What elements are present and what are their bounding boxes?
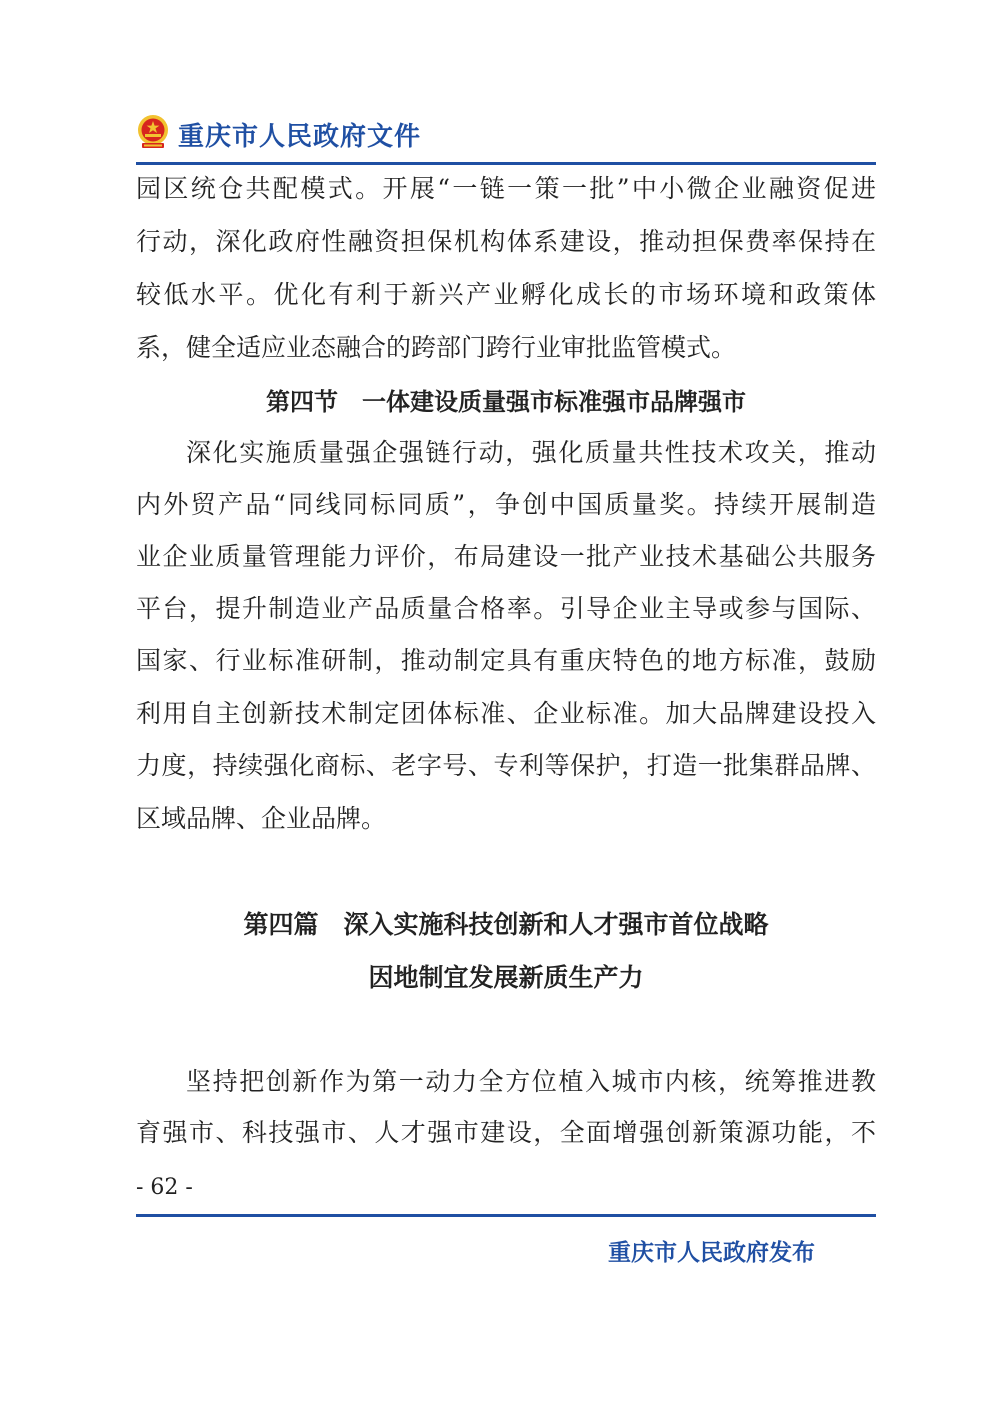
paragraph-line: 平台，提升制造业产品质量合格率。引导企业主导或参与国际、 xyxy=(136,594,876,623)
paragraph-line: 坚持把创新作为第一动力全方位植入城市内核，统筹推进教 xyxy=(186,1067,876,1096)
paragraph-line: 力度，持续强化商标、老字号、专利等保护，打造一批集群品牌、 xyxy=(136,751,876,780)
paragraph-line: 园区统仓共配模式。开展“一链一策一批”中小微企业融资促进 xyxy=(136,174,876,203)
national-emblem-icon xyxy=(136,114,170,150)
paragraph-line: 区域品牌、企业品牌。 xyxy=(136,804,387,833)
page-number: - 62 - xyxy=(136,1175,193,1200)
footer-rule xyxy=(136,1214,876,1217)
paragraph-line: 国家、行业标准研制，推动制定具有重庆特色的地方标准，鼓励 xyxy=(136,646,876,675)
footer-publisher: 重庆市人民政府发布 xyxy=(608,1240,815,1266)
document-header xyxy=(136,110,876,160)
paragraph-line: 系，健全适应业态融合的跨部门跨行业审批监管模式。 xyxy=(136,333,737,362)
paragraph-line: 深化实施质量强企强链行动，强化质量共性技术攻关，推动 xyxy=(186,438,876,467)
paragraph-line: 行动，深化政府性融资担保机构体系建设，推动担保费率保持在 xyxy=(136,227,876,256)
paragraph-line: 利用自主创新技术制定团体标准、企业标准。加大品牌建设投入 xyxy=(136,699,876,728)
paragraph-line: 较低水平。优化有利于新兴产业孵化成长的市场环境和政策体 xyxy=(136,280,876,309)
part-heading-line1: 第四篇 深入实施科技创新和人才强市首位战略 xyxy=(243,910,769,939)
paragraph-line: 育强市、科技强市、人才强市建设，全面增强创新策源功能，不 xyxy=(136,1118,876,1147)
header-rule xyxy=(136,162,876,165)
section-heading: 第四节 一体建设质量强市标准强市品牌强市 xyxy=(266,387,746,416)
paragraph-line: 内外贸产品“同线同标同质”，争创中国质量奖。持续开展制造 xyxy=(136,490,876,519)
paragraph-line: 业企业质量管理能力评价，布局建设一批产业技术基础公共服务 xyxy=(136,542,876,571)
header-title: 重庆市人民政府文件 xyxy=(178,122,422,152)
part-heading-line2: 因地制宜发展新质生产力 xyxy=(368,963,644,992)
